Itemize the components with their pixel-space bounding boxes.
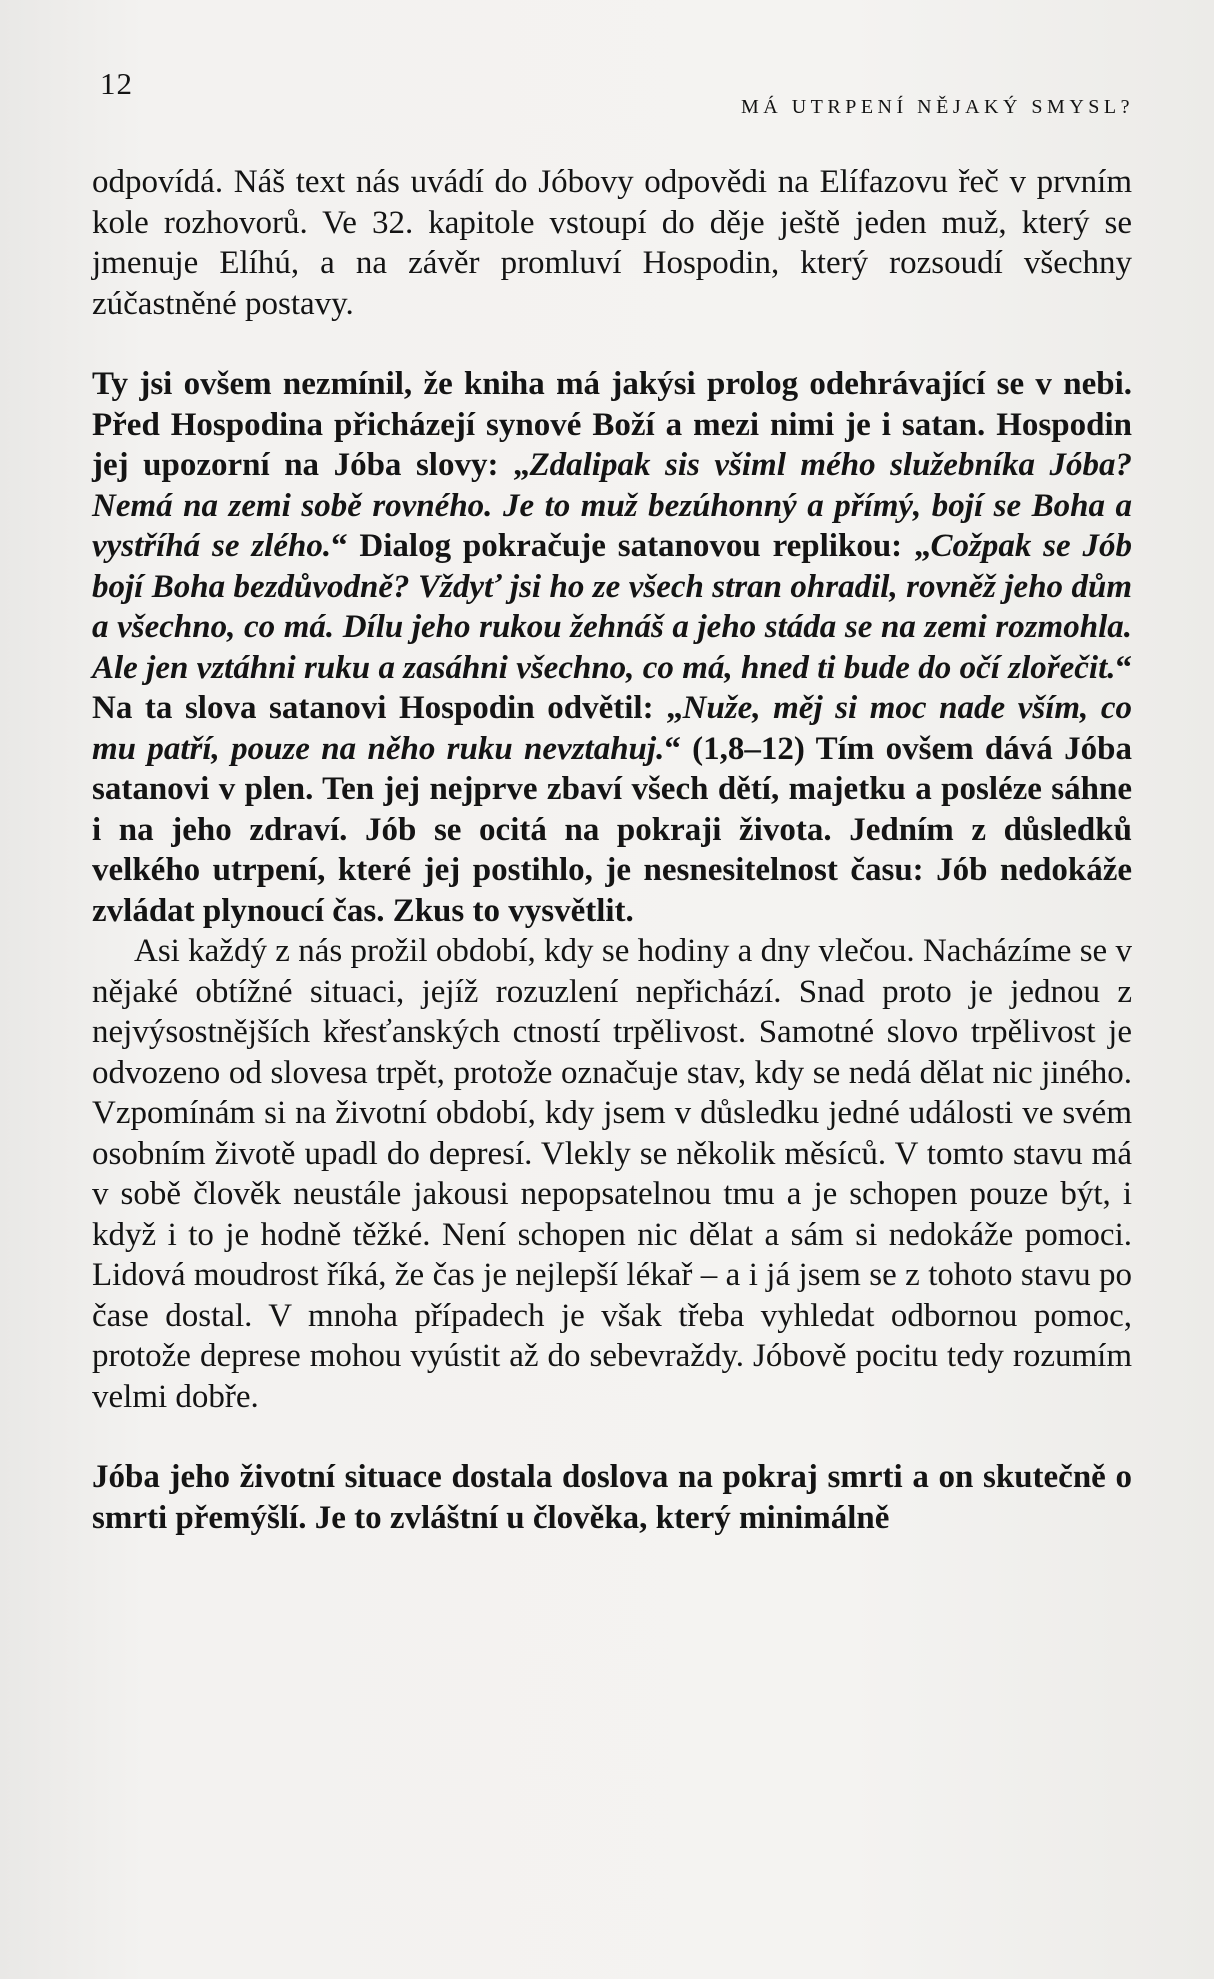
bible-quote-hospodin-reply: Nuže, měj si moc nade vším, co mu patří, pouze na něho ruku nevztahuj. bbox=[92, 690, 1132, 767]
question-ending: “ (1,8–12) Tím ovšem dává Jóba satanovi v plen. Ten jej nejprve zbaví všech dětí, majetku a posléze sáhne i na jeho zdraví. Jób se ocitá na pokraji života. Jedním z důsledků velkého utrpení, které jej postihlo, je nesnesitelnost času: Jób nedokáže zvládat plynoucí čas. Zkus to vysvětlit. bbox=[92, 730, 1132, 929]
paragraph-answer-patience: Asi každý z nás prožil období, kdy se hodiny a dny vlečou. Nacházíme se v nějaké obtížné situaci, jejíž rozuzlení nepřichází. Snad proto je jednou z nejvýsostnějších křesťanských ctností trpělivost. Samotné slovo trpělivost je odvozeno od slovesa trpět, protože označuje stav, kdy se nedá dělat nic jiného. Vzpomínám si na životní období, kdy jsem v důsledku jedné události ve svém osobním životě upadl do depresí. Vlekly se několik měsíců. V tomto stavu má v sobě člověk neustále jakousi nepopsatelnou tmu a je schopen pouze být, i když i to je hodně těžké. Není schopen nic dělat a sám si nedokáže pomoci. Lidová moudrost říká, že čas je nejlepší lékař – a i já jsem se z tohoto stavu po čase dostal. V mnoha případech je však třeba vyhledat odbornou pomoc, protože deprese mohou vyústit až do sebevraždy. Jóbově pocitu tedy rozumím velmi dobře. bbox=[92, 933, 1132, 1415]
paragraph-question-death: Jóba jeho životní situace dostala doslova na pokraj smrti a on skutečně o smrti přemýšlí. Je to zvláštní u člověka, který minimálně bbox=[92, 1459, 1132, 1536]
question-transition-2: “ Na ta slova satanovi Hospodin odvětil: „ bbox=[92, 649, 1132, 726]
page-header bbox=[100, 66, 1134, 118]
bible-quote-satan: Cožpak se Jób bojí Boha bezdůvodně? Vždyť jsi ho ze všech stran ohradil, rovněž jeho dům a všechno, co má. Dílu jeho rukou žehnáš a jeho stáda se na zemi rozmohla. Ale jen vztáhni ruku a zasáhni všechno, co má, hned ti bude do očí zlořečit. bbox=[92, 528, 1132, 686]
paragraph-question-prologue bbox=[92, 364, 1132, 931]
bible-quote-hospodin: Zdalipak sis všiml mého služebníka Jóba? Nemá na zemi sobě rovného. Je to muž bezúhonný a přímý, bojí se Boha a vystříhá se zlého. bbox=[92, 447, 1132, 564]
running-title: MÁ UTRPENÍ NĚJAKÝ SMYSL? bbox=[740, 96, 1134, 118]
question-transition-1: “ Dialog pokračuje satanovou replikou: „ bbox=[331, 528, 931, 564]
page-number: 12 bbox=[100, 66, 133, 101]
paragraph-answer-continued: odpovídá. Náš text nás uvádí do Jóbovy odpovědi na Elífazovu řeč v prvním kole rozhovorů. Ve 32. kapitole vstoupí do děje ještě jeden muž, který se jmenuje Elíhú, a na závěr promluví Hospodin, který rozsoudí všechny zúčastněné postavy. bbox=[92, 164, 1132, 322]
body-text bbox=[92, 162, 1132, 1538]
question-intro: Ty jsi ovšem nezmínil, že kniha má jakýsi prolog odehrávající se v nebi. Před Hospodina přicházejí synové Boží a mezi nimi je i satan. Hospodin jej upozorní na Jóba slovy: „ bbox=[92, 366, 1132, 483]
